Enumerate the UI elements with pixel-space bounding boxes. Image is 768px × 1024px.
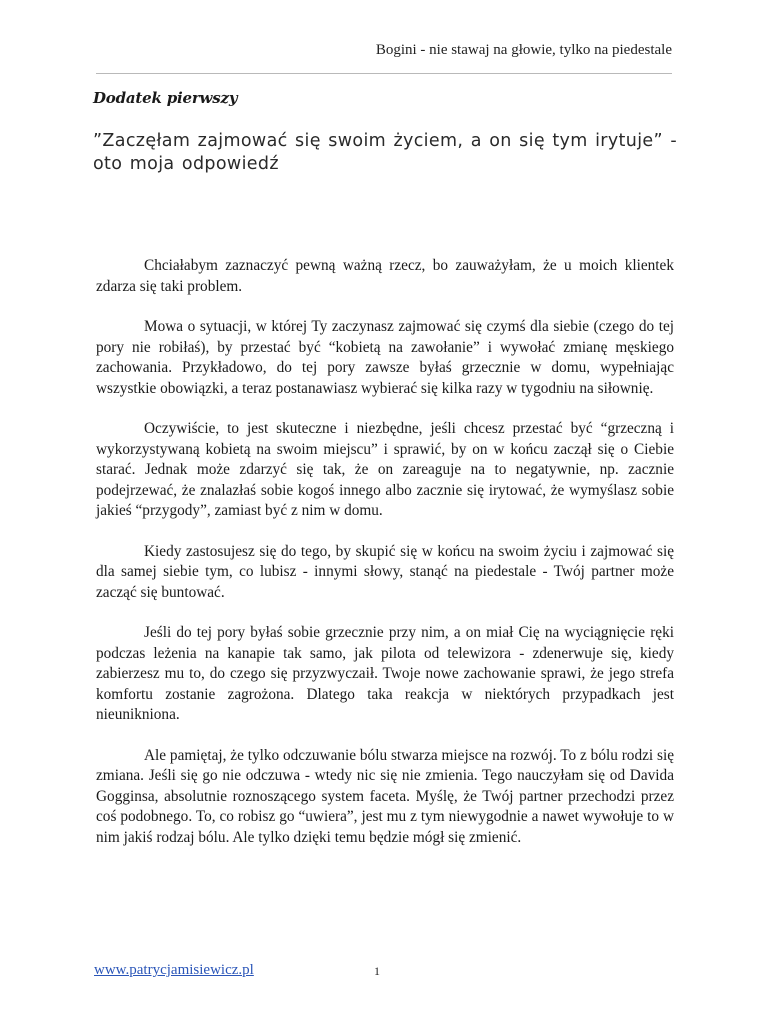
body-text <box>96 256 674 868</box>
paragraph: Kiedy zastosujesz się do tego, by skupić się w końcu na swoim życiu i zajmować się dla samej siebie tym, co lubisz - innymi słowy, stanąć na piedestale - Twój partner może zacząć się buntować. <box>96 542 674 601</box>
header-divider <box>96 73 672 74</box>
page-number: 1 <box>374 964 380 978</box>
website-link[interactable]: www.patrycjamisiewicz.pl <box>94 962 254 978</box>
appendix-title: Dodatek pierwszy <box>93 89 238 107</box>
running-header: Bogini - nie stawaj na głowie, tylko na piedestale <box>375 42 672 58</box>
paragraph: Mowa o sytuacji, w której Ty zaczynasz zajmować się czymś dla siebie (czego do tej pory nie robiłaś), by przestać być “kobietą na zawołanie” i wywołać zmianę męskiego zachowania. Przykładowo, do tej pory zawsze byłaś grzecznie w domu, wypełniając wszystkie obowiązki, a teraz postanawiasz wybierać się kilka razy w tygodniu na siłownię. <box>96 318 674 397</box>
paragraph: Chciałabym zaznaczyć pewną ważną rzecz, bo zauważyłam, że u moich klientek zdarza się taki problem. <box>96 257 674 295</box>
paragraph: Ale pamiętaj, że tylko odczuwanie bólu stwarza miejsce na rozwój. To z bólu rodzi się zmiana. Jeśli się go nie odczuwa - wtedy nic się nie zmienia. Tego nauczyłam się od Davida Gogginsa, absolutnie roznoszącego system faceta. Myślę, że Twój partner przechodzi przez coś podobnego. To, co robisz go “uwiera”, jest mu z tym niewygodnie a nawet wywołuje to w nim jakiś rodzaj bólu. Ale tylko dzięki temu będzie mógł się zmienić. <box>96 746 674 846</box>
paragraph: Oczywiście, to jest skuteczne i niezbędne, jeśli chcesz przestać być “grzeczną i wykorzystywaną kobietą na swoim miejscu” i sprawić, by on w końcu zaczął się o Ciebie starać. Jednak może zdarzyć się tak, że on zareaguje na to negatywnie, np. zacznie podejrzewać, że znalazłaś sobie kogoś innego albo zacznie się irytować, że wymyślasz sobie jakieś “przygody”, zamiast być z nim w domu. <box>96 420 674 519</box>
paragraph: Jeśli do tej pory byłaś sobie grzecznie przy nim, a on miał Cię na wyciągnięcie ręki podczas leżenia na kanapie tak samo, jak pilota od telewizora - zdenerwuje się, kiedy zabierzesz mu to, do czego się przyzwyczaił. Twoje nowe zachowanie sprawi, że jego strefa komfortu zostanie zagrożona. Dlatego taka reakcja w niektórych przypadkach jest nieunikniona. <box>96 624 674 723</box>
chapter-heading: ”Zaczęłam zajmować się swoim życiem, a on się tym irytuje” - oto moja odpowiedź <box>93 131 678 174</box>
